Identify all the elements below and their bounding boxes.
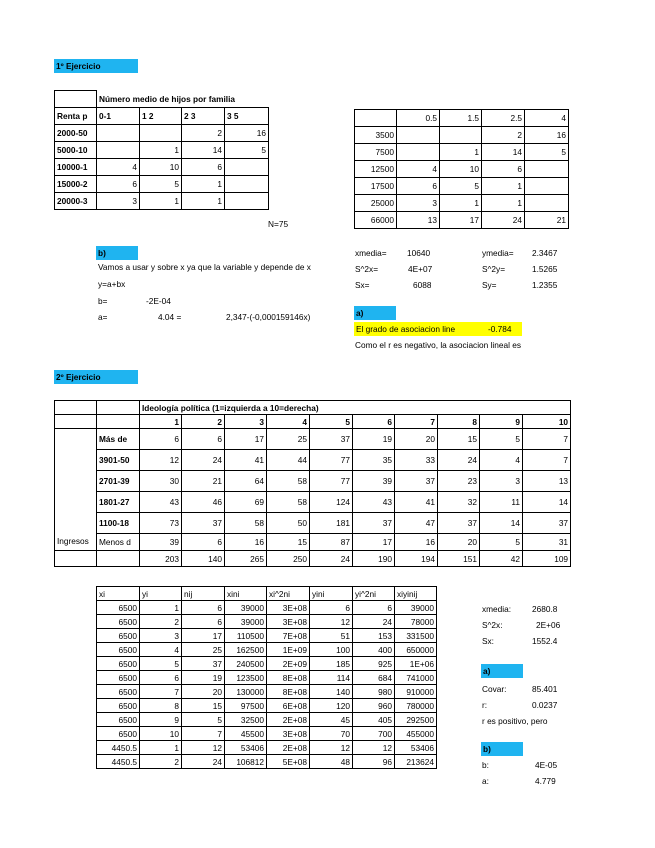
table-row-totals: 203 140 265 250 24 190 194 151 42 109 [55, 551, 571, 567]
ex1-xmedia-label: xmedia= [355, 248, 387, 258]
table-row: 7500 1 14 5 [355, 144, 569, 161]
ex1-s2x-label: S^2x= [355, 264, 379, 274]
ex1-table-title: Número medio de hijos por familia [97, 91, 269, 108]
table-row: 6500 7 20 130000 8E+08 140 980 910000 [97, 685, 437, 699]
table-row: 2701-39 30 21 64 58 77 39 37 23 3 13 [55, 471, 571, 492]
ex2-b: 4E-05 [535, 760, 558, 770]
table-row: 6500 8 15 97500 6E+08 120 960 780000 [97, 699, 437, 713]
ex1-equation: y=a+bx [98, 279, 126, 289]
ex1-sx: 6088 [413, 280, 432, 290]
ex1-header: 1º Ejercicio [54, 59, 138, 73]
ex2-xmedia-label: xmedia: [482, 604, 512, 614]
ex1-table-children [54, 90, 269, 210]
table-row: 6500 4 25 162500 1E+09 100 400 650000 [97, 643, 437, 657]
table-row: Ingresos Más de 6 6 17 25 37 19 20 15 5 7 [55, 429, 571, 450]
ex1-s2x: 4E+07 [408, 264, 433, 274]
table-row: 2000-50 2 16 [55, 125, 269, 142]
ex1-sy: 1.2355 [532, 280, 558, 290]
table-row: 6500 3 17 110500 7E+08 51 153 331500 [97, 629, 437, 643]
ex1-conclusion: Como el r es negativo, la asociacion lineal es [355, 340, 522, 350]
ex2-sx: 1552.4 [532, 636, 558, 646]
ex2-covar-label: Covar: [482, 684, 507, 694]
ex2-a: 4.779 [535, 776, 556, 786]
table-row: 6500 10 7 45500 3E+08 70 700 455000 [97, 727, 437, 741]
ex2-a-label: a: [482, 776, 489, 786]
ex1-a-value: 4.04 = [158, 312, 182, 322]
ex1-b-text: Vamos a usar y sobre x ya que la variable y depende de x [98, 262, 311, 272]
ex1-s2y: 1.5265 [532, 264, 558, 274]
ex1-a-formula: 2,347-(-0,000159146x) [226, 312, 311, 322]
table-row: 66000 13 17 24 21 [355, 212, 569, 229]
table-row: 6500 6 19 123500 8E+08 114 684 741000 [97, 671, 437, 685]
ex1-s2y-label: S^2y= [482, 264, 506, 274]
table-row: 1100-18 73 37 58 50 181 37 47 37 14 37 [55, 513, 571, 534]
ex1-grado-value: -0.784 [488, 324, 512, 334]
ex2-table-title: Ideología política (1=izquierda a 10=derecha) [140, 401, 571, 415]
table-row: 17500 6 5 1 [355, 178, 569, 195]
table-row: Menos d 39 6 16 15 87 17 16 20 5 31 [55, 534, 571, 551]
ex2-covar: 85.401 [532, 684, 558, 694]
table-row: 6500 1 6 39000 3E+08 6 6 39000 [97, 601, 437, 615]
table-row: 5000-10 1 14 5 [55, 142, 269, 159]
ex2-header: 2º Ejercicio [54, 370, 138, 384]
ex1-ymedia: 2.3467 [532, 248, 558, 258]
ex2-table-col-header: 1 2 3 4 5 6 7 8 9 10 [55, 415, 571, 429]
table-row: 12500 4 10 6 [355, 161, 569, 178]
table-row: 6500 9 5 32500 2E+08 45 405 292500 [97, 713, 437, 727]
ex2-xmedia: 2680.8 [532, 604, 558, 614]
ex2-a-header: a) [481, 664, 523, 678]
ex2-b-label: b: [482, 760, 489, 770]
ex1-table-midpoints [354, 109, 569, 229]
table-row: 4450.5 2 24 106812 5E+08 48 96 213624 [97, 755, 437, 769]
table-row: 0.5 1.5 2.5 4 [355, 110, 569, 127]
ex1-xmedia: 10640 [407, 248, 431, 258]
ex1-b-value: -2E-04 [146, 296, 171, 306]
ex1-n-total: N=75 [268, 219, 289, 229]
table-row: 6500 2 6 39000 3E+08 12 24 78000 [97, 615, 437, 629]
ex1-a-header: a) [354, 306, 396, 320]
ex2-r: 0.0237 [532, 700, 558, 710]
ex2-b-header: b) [481, 742, 523, 756]
ex1-ymedia-label: ymedia= [482, 248, 514, 258]
ex2-r-text: r es positivo, pero [482, 716, 548, 726]
ex1-sx-label: Sx= [355, 280, 370, 290]
table-row: 1801-27 43 46 69 58 124 43 41 32 11 14 [55, 492, 571, 513]
ex1-b-label: b= [98, 296, 108, 306]
ex1-grado-asociacion [354, 322, 522, 336]
table-row: 4450.5 1 12 53406 2E+08 12 12 53406 [97, 741, 437, 755]
table-row: 3500 2 16 [355, 127, 569, 144]
ex2-s2x-label: S^2x: [482, 620, 503, 630]
table-row: 15000-2 6 5 1 [55, 176, 269, 193]
table-row: 6500 5 37 240500 2E+09 185 925 1E+06 [97, 657, 437, 671]
table-row: 25000 3 1 1 [355, 195, 569, 212]
table-row: 3901-50 12 24 41 44 77 35 33 24 4 7 [55, 450, 571, 471]
ex2-sx-label: Sx: [482, 636, 494, 646]
ex1-sy-label: Sy= [482, 280, 497, 290]
ex2-ingresos-label: Ingresos [55, 429, 97, 551]
ex2-r-label: r: [482, 700, 488, 710]
ex1-b-header: b) [96, 246, 138, 260]
ex2-table-calc [96, 586, 437, 769]
table-row: 20000-3 3 1 1 [55, 193, 269, 210]
ex1-grado-label: El grado de asociacion line [356, 324, 456, 334]
ex2-calc-header: xi yi nij xini xi^2ni yini yi^2ni xiyinij [97, 587, 437, 601]
table-row: 10000-1 4 10 6 [55, 159, 269, 176]
ex1-table-col-header: Renta p 0-1 1 2 2 3 3 5 [55, 108, 269, 125]
ex2-s2x: 2E+06 [536, 620, 561, 630]
ex2-table-ideology [54, 400, 571, 567]
ex1-a-label: a= [98, 312, 108, 322]
